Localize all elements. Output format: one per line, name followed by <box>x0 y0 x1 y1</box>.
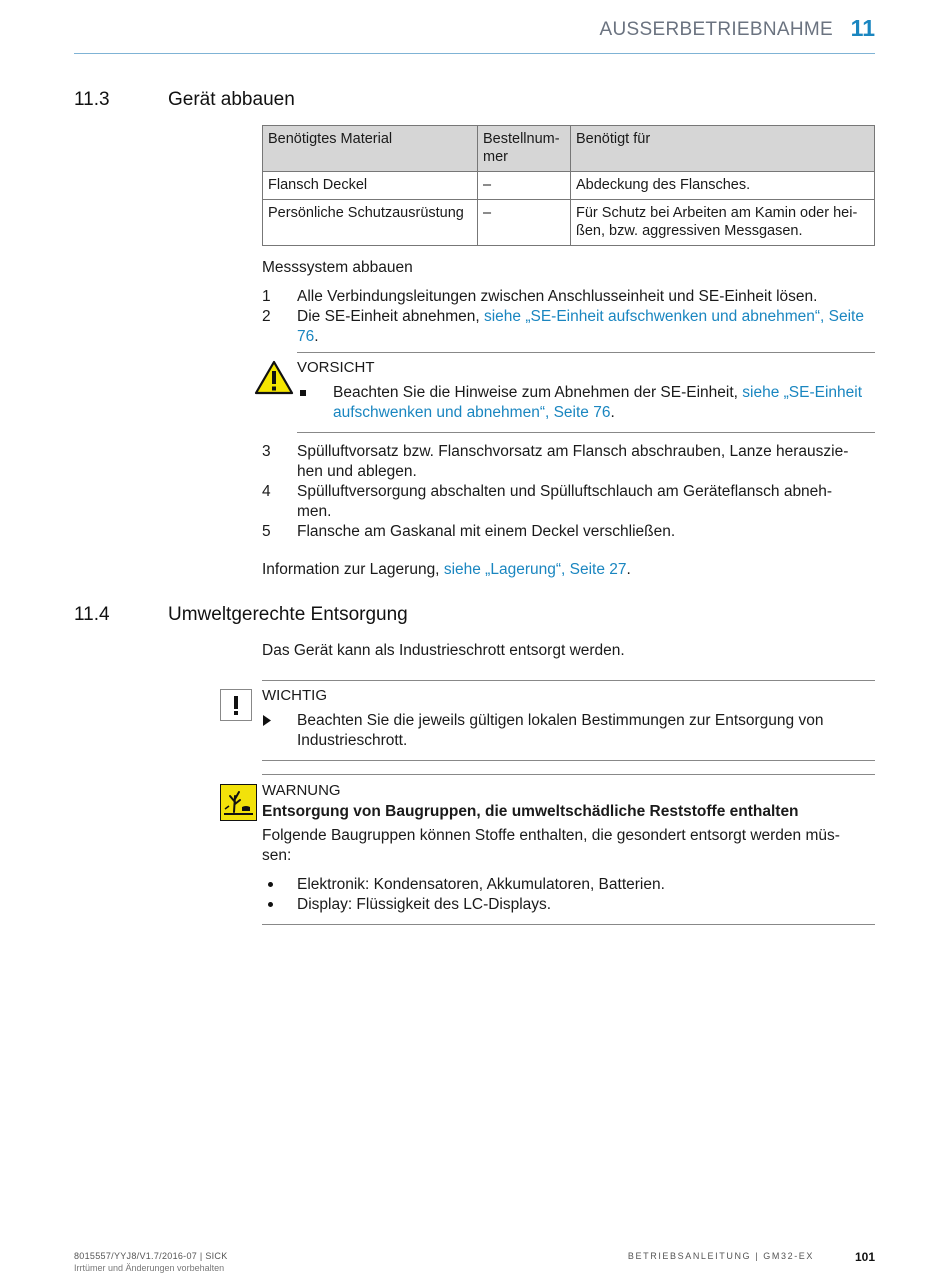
table-header-cell: Benötigt für <box>571 126 875 172</box>
caution-bottom-rule <box>297 432 875 433</box>
table-row <box>263 200 875 246</box>
important-text: Beachten Sie die jeweils gültigen lokalen Bestimmungen zur Entsorgung von Industrieschrott. <box>297 712 824 749</box>
footer-disclaimer: Irrtümer und Änderungen vorbehalten <box>74 1263 225 1273</box>
section-title: Umweltgerechte Entsorgung <box>168 604 408 625</box>
caution-text-part: Beachten Sie die Hinweise zum Abnehmen der SE-Einheit, <box>333 384 743 401</box>
footer-manual-title: BETRIEBSANLEITUNG | GM32-EX <box>627 1251 814 1261</box>
table-cell: Für Schutz bei Arbeiten am Kamin oder hei- ßen, bzw. aggressiven Messgasen. <box>571 200 875 246</box>
list-item: Elektronik: Kondensatoren, Akkumulatoren, Batterien. <box>297 876 665 893</box>
step-text: Spülluftvorsatz bzw. Flanschvorsatz am Flansch abschrauben, Lanze herauszie- hen und ablegen. <box>297 443 849 480</box>
step-text <box>297 307 875 347</box>
caution-text-part: . <box>610 404 615 421</box>
section-number: 11.4 <box>74 604 110 625</box>
footer-doc-id: 8015557/YYJ8/V1.7/2016-07 | SICK <box>74 1251 228 1261</box>
warning-label: WARNUNG <box>262 782 341 799</box>
bullet-icon <box>268 902 273 907</box>
bullet-icon <box>268 882 273 887</box>
table-cell: – <box>478 200 571 246</box>
step-number: 2 <box>262 308 271 325</box>
table-row <box>263 172 875 200</box>
section-title: Gerät abbauen <box>168 89 295 110</box>
storage-info-text: Information zur Lagerung, <box>262 561 444 578</box>
list-item: Display: Flüssigkeit des LC-Displays. <box>297 896 552 913</box>
page-number: 101 <box>854 1250 875 1264</box>
important-exclamation-icon <box>220 689 252 721</box>
cross-reference-link[interactable]: siehe „Lagerung“, Seite 27 <box>443 561 627 578</box>
step-text: Flansche am Gaskanal mit einem Deckel verschließen. <box>297 523 676 540</box>
chapter-title: AUSSERBETRIEBNAHME <box>599 19 833 40</box>
arrow-right-icon <box>262 715 272 726</box>
table-header-cell: Bestellnum- mer <box>478 126 571 172</box>
step-number: 5 <box>262 523 271 540</box>
step-text-part: Die SE-Einheit abnehmen, <box>297 308 484 325</box>
important-label: WICHTIG <box>262 687 327 704</box>
storage-info <box>262 560 875 580</box>
caution-label: VORSICHT <box>297 359 375 376</box>
table-cell: Persönliche Schutzausrüstung <box>263 200 478 246</box>
chapter-number: 11 <box>850 15 875 41</box>
caution-triangle-icon <box>254 360 294 395</box>
table-cell: Abdeckung des Flansches. <box>571 172 875 200</box>
warning-headline: Entsorgung von Baugruppen, die umweltschädliche Reststoffe enthalten <box>262 803 799 820</box>
important-bottom-rule <box>262 760 875 761</box>
procedure-title: Messsystem abbauen <box>262 259 413 276</box>
cross-reference-link[interactable]: siehe „SE-Einheit aufschwenken und abnehmen“, Seite 76 <box>297 308 864 345</box>
environment-hazard-icon <box>220 784 257 821</box>
table-header-row <box>263 126 875 172</box>
step-number: 4 <box>262 483 271 500</box>
table-cell: – <box>478 172 571 200</box>
header-rule <box>74 53 875 54</box>
step-number: 1 <box>262 288 271 305</box>
section-number: 11.3 <box>74 89 110 110</box>
table-cell: Flansch Deckel <box>263 172 478 200</box>
caution-text <box>333 383 875 423</box>
step-text: Alle Verbindungsleitungen zwischen Anschlusseinheit und SE-Einheit lösen. <box>297 288 818 305</box>
square-bullet-icon <box>300 390 306 396</box>
warning-text: Folgende Baugruppen können Stoffe enthalten, die gesondert entsorgt werden müs- sen: <box>262 827 840 864</box>
step-number: 3 <box>262 443 271 460</box>
caution-top-rule <box>297 352 875 353</box>
step-text: Spülluftversorgung abschalten und Spülluftschlauch am Geräteflansch abneh- men. <box>297 483 833 520</box>
section-intro: Das Gerät kann als Industrieschrott entsorgt werden. <box>262 642 625 659</box>
warning-top-rule <box>262 774 875 775</box>
material-table <box>262 125 875 246</box>
cross-reference-link[interactable]: siehe „SE-Einheit aufschwenken und abnehmen“, Seite 76 <box>333 384 863 421</box>
step-text-part: . <box>314 328 319 345</box>
warning-bottom-rule <box>262 924 875 925</box>
table-header-cell: Benötigtes Material <box>263 126 478 172</box>
storage-info-text: . <box>626 561 631 578</box>
important-top-rule <box>262 680 875 681</box>
